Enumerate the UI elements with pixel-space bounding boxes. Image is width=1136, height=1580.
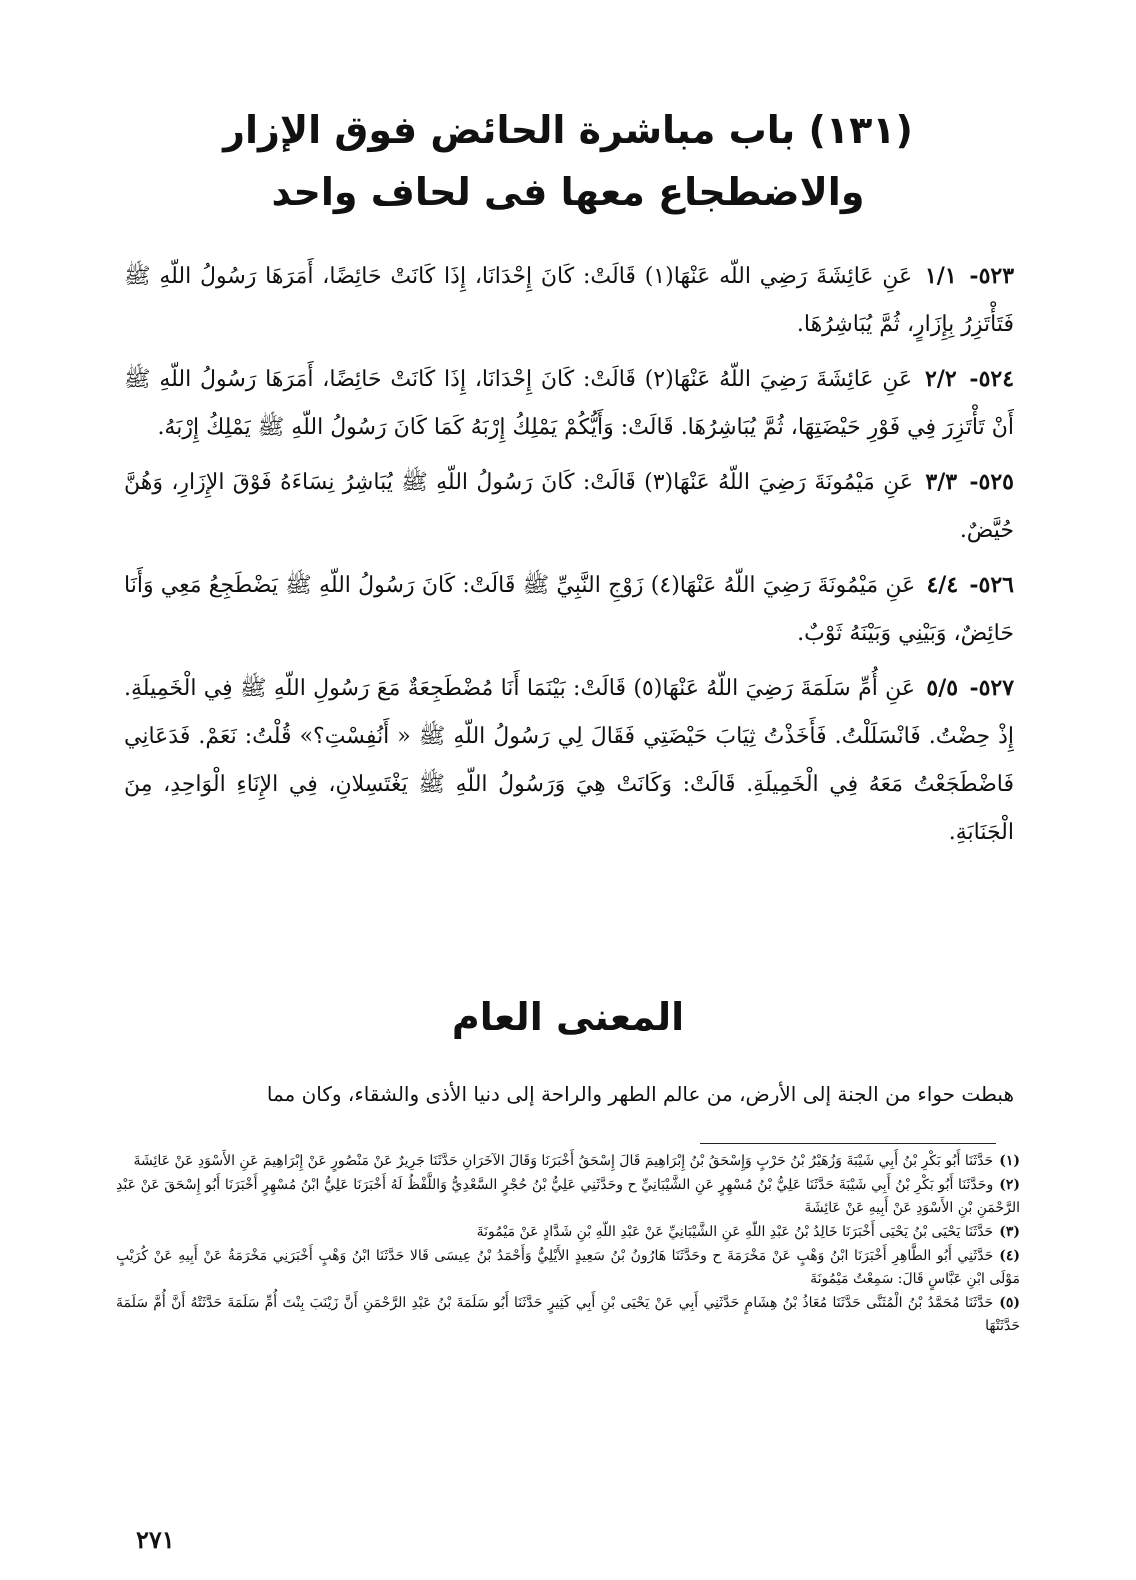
footnote-4	[116, 1245, 1020, 1291]
hadith-number: ٥٢٥-	[969, 469, 1014, 495]
section-heading: المعنى العام	[451, 995, 685, 1039]
hadith-number: ٥٢٣-	[969, 263, 1015, 289]
footnote-text: وحَدَّثَنَا أَبُو بَكْرِ بْنُ أَبِي شَيْبَةَ حَدَّثَنَا عَلِيُّ بْنُ مُسْهِرٍ عَنِ الشَّيْبَانِيِّ ح وحَدَّثَنِي عَلِيُّ بْنُ حُجْرٍ السَّعْدِيُّ وَاللَّفْظُ لَهُ أَخْبَرَنَا عَلِيُّ ابْنُ مُسْهِرٍ أَخْبَرَنَا أَبُو إِسْحَقَ عَنْ عَبْدِ الرَّحْمَنِ بْنِ الأَسْوَدِ عَنْ أَبِيهِ عَنْ عَائِشَةَ	[116, 1177, 1020, 1216]
chapter-title-line-1: (١٣١) باب مباشرة الحائض فوق الإزار	[223, 108, 913, 152]
hadith-526	[124, 561, 1014, 658]
hadith-text: عَنِ عَائِشَةَ رَضِيَ اللّهُ عَنْهَا(٢) قَالَتْ: كَانَ إِحْدَانَا، إِذَا كَانَتْ حَائِضًا، أَمَرَهَا رَسُولُ اللّهِ ﷺ أَنْ تَأْتَزِرَ فِي فَوْرِ حَيْضَتِهَا، ثُمَّ يُبَاشِرُهَا. قَالَتْ: وَأَيُّكُمْ يَمْلِكُ إِرْبَهُ كَمَا كَانَ رَسُولُ اللّهِ ﷺ يَمْلِكُ إِرْبَهُ.	[124, 367, 1014, 440]
footnote-text: حَدَّثَنَا أَبُو بَكْرِ بْنُ أَبِي شَيْبَةَ وَزُهَيْرُ بْنُ حَرْبٍ وَإِسْحَقُ بْنُ إِبْرَاهِيمَ قَالَ إِسْحَقُ أَخْبَرَنَا وَقَالَ الآخَرَانِ حَدَّثَنَا جَرِيرٌ عَنْ مَنْصُورٍ عَنْ إِبْرَاهِيمَ عَنِ الأَسْوَدِ عَنْ عَائِشَةَ	[133, 1153, 994, 1169]
footnote-3	[116, 1221, 1020, 1244]
footnote-5	[116, 1292, 1020, 1338]
hadith-text: عَنِ مَيْمُونَةَ رَضِيَ اللّهُ عَنْهَا(٤) زَوْجِ النَّبِيِّ ﷺ قَالَتْ: كَانَ رَسُولُ اللّهِ ﷺ يَضْطَجِعُ مَعِي وَأَنَا حَائِضٌ، وَبَيْنِي وَبَيْنَهُ ثَوْبٌ.	[124, 573, 1014, 646]
hadith-number: ٥٢٦-	[969, 572, 1014, 598]
intro-paragraph: هبطت حواء من الجنة إلى الأرض، من عالم الطهر والراحة إلى دنيا الأذى والشقاء، وكان مما	[266, 1082, 1014, 1106]
footnote-number: (٤)	[999, 1248, 1020, 1264]
hadith-523	[124, 252, 1014, 349]
hadith-527	[124, 664, 1014, 857]
footnote-divider	[700, 1143, 996, 1144]
hadith-fraction: ٣/٣	[925, 469, 958, 495]
footnote-text: حَدَّثَنَا مُحَمَّدُ بْنُ الْمُثَنَّى حَدَّثَنَا مُعَاذُ بْنُ هِشَامٍ حَدَّثَنِي أَبِي عَنْ يَحْيَى بْنِ أَبِي كَثِيرٍ حَدَّثَنَا أَبُو سَلَمَةَ بْنُ عَبْدِ الرَّحْمَنِ أَنَّ زَيْنَبَ بِنْتَ أُمِّ سَلَمَةَ حَدَّثَتْهُ أَنَّ أُمَّ سَلَمَةَ حَدَّثَتْهَا	[116, 1295, 1020, 1334]
footnote-1	[116, 1150, 1020, 1173]
footnote-number: (٣)	[999, 1224, 1020, 1240]
footnote-number: (١)	[999, 1153, 1020, 1169]
hadith-text: عَنِ مَيْمُونَةَ رَضِيَ اللّهُ عَنْهَا(٣) قَالَتْ: كَانَ رَسُولُ اللّهِ ﷺ يُبَاشِرُ نِسَاءَهُ فَوْقَ الإِزَارِ، وَهُنَّ حُيَّضٌ.	[124, 470, 1014, 543]
footnote-number: (٥)	[999, 1295, 1020, 1311]
footnote-text: حَدَّثَنَا يَحْيَى بْنُ يَحْيَى أَخْبَرَنَا خَالِدُ بْنُ عَبْدِ اللّهِ عَنِ الشَّيْبَانِيِّ عَنْ عَبْدِ اللّهِ بْنِ شَدَّادٍ عَنْ مَيْمُونَةَ	[476, 1224, 994, 1240]
hadith-text: عَنِ أُمِّ سَلَمَةَ رَضِيَ اللّهُ عَنْهَا(٥) قَالَتْ: بَيْنَمَا أَنَا مُضْطَجِعَةٌ مَعَ رَسُولِ اللّهِ ﷺ فِي الْخَمِيلَةِ. إِذْ حِضْتُ. فَانْسَلَلْتُ. فَأَخَذْتُ ثِيَابَ حَيْضَتِي فَقَالَ لِي رَسُولُ اللّهِ ﷺ « أَنُفِسْتِ؟» قُلْتُ: نَعَمْ. فَدَعَانِي فَاضْطَجَعْتُ مَعَهُ فِي الْخَمِيلَةِ. قَالَتْ: وَكَانَتْ هِيَ وَرَسُولُ اللّهِ ﷺ يَغْتَسِلانِ، فِي الإِنَاءِ الْوَاحِدِ، مِنَ الْجَنَابَةِ.	[124, 676, 1014, 845]
hadith-fraction: ١/١	[924, 263, 957, 289]
hadith-525	[124, 458, 1014, 555]
footnote-text: حَدَّثَنِي أَبُو الطَّاهِرِ أَخْبَرَنَا ابْنُ وَهْبٍ عَنْ مَخْرَمَةَ ح وحَدَّثَنَا هَارُونُ بْنُ سَعِيدٍ الأَيْلِيُّ وَأَحْمَدُ بْنُ عِيسَى قَالا حَدَّثَنَا ابْنُ وَهْبٍ أَخْبَرَنِي مَخْرَمَةُ عَنْ أَبِيهِ عَنْ كُرَيْبٍ مَوْلَى ابْنِ عَبَّاسٍ قَالَ: سَمِعْتُ مَيْمُونَةَ	[116, 1248, 1020, 1287]
footnote-2	[116, 1174, 1020, 1220]
hadith-fraction: ٥/٥	[926, 675, 959, 701]
hadith-text: عَنِ عَائِشَةَ رَضِي اللّه عَنْهَا(١) قَالَتْ: كَانَ إِحْدَانَا، إِذَا كَانَتْ حَائِضًا، أَمَرَهَا رَسُولُ اللّهِ ﷺ فَتَأْتَزِرُ بِإِزَارٍ، ثُمَّ يُبَاشِرُهَا.	[124, 264, 1014, 337]
footnote-number: (٢)	[999, 1177, 1020, 1193]
page-number: ٢٧١	[136, 1525, 175, 1554]
chapter-title-line-2: والاضطجاع معها فى لحاف واحد	[271, 170, 865, 214]
hadith-fraction: ٢/٢	[924, 366, 957, 392]
hadith-524	[124, 355, 1014, 452]
footnotes	[116, 1150, 1020, 1339]
hadith-list	[124, 252, 1014, 863]
hadith-number: ٥٢٧-	[969, 675, 1015, 701]
hadith-fraction: ٤/٤	[926, 572, 959, 598]
hadith-number: ٥٢٤-	[969, 366, 1015, 392]
